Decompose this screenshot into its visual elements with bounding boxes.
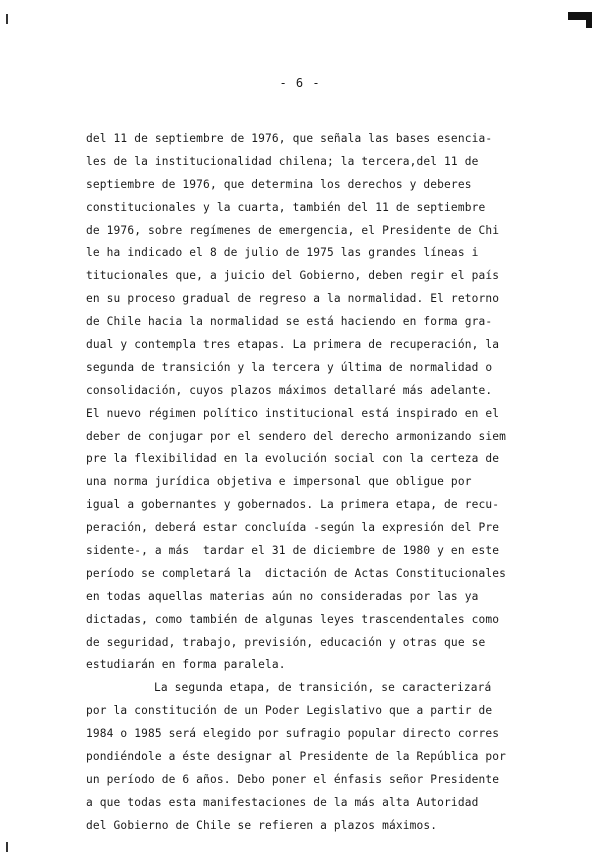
text-line: peración, deberá estar concluída -según la expresión del Pre bbox=[86, 521, 500, 535]
text-line: titucionales que, a juicio del Gobierno, deben regir el país bbox=[86, 269, 500, 283]
text-line: de Chile hacia la normalidad se está haciendo en forma gra- bbox=[86, 315, 493, 329]
text-line: La segunda etapa, de transición, se caracterizará bbox=[154, 681, 492, 695]
text-line: de 1976, sobre regímenes de emergencia, el Presidente de Chi bbox=[86, 223, 500, 237]
text-line: igual a gobernantes y gobernados. La primera etapa, de recu- bbox=[86, 498, 500, 512]
text-line: septiembre de 1976, que determina los derechos y deberes bbox=[86, 177, 472, 191]
text-line: por la constitución de un Poder Legislativo que a partir de bbox=[86, 704, 493, 718]
text-line: en su proceso gradual de regreso a la normalidad. El retorno bbox=[86, 292, 500, 306]
text-line: segunda de transición y la tercera y última de normalidad o bbox=[86, 360, 493, 374]
page-number: - 6 - bbox=[279, 76, 321, 90]
text-line: deber de conjugar por el sendero del derecho armonizando siem bbox=[86, 429, 507, 443]
margin-tick-bottom bbox=[6, 842, 8, 852]
text-line: pre la flexibilidad en la evolución social con la certeza de bbox=[86, 452, 500, 466]
text-line: del 11 de septiembre de 1976, que señala las bases esencia- bbox=[86, 132, 493, 145]
body-text bbox=[86, 128, 536, 838]
text-line: El nuevo régimen político institucional está inspirado en el bbox=[86, 406, 500, 420]
text-line: 1984 o 1985 será elegido por sufragio popular directo corres bbox=[86, 727, 500, 741]
text-line: dual y contempla tres etapas. La primera de recuperación, la bbox=[86, 338, 500, 352]
text-line: sidente-, a más tardar el 31 de diciembre de 1980 y en este bbox=[86, 544, 500, 558]
text-line: le ha indicado el 8 de julio de 1975 las grandes líneas i bbox=[86, 246, 479, 260]
text-line: una norma jurídica objetiva e impersonal que obligue por bbox=[86, 475, 472, 489]
text-line: un período de 6 años. Debo poner el énfasis señor Presidente bbox=[86, 772, 500, 786]
margin-tick-top bbox=[6, 14, 8, 24]
text-line: período se completará la dictación de Actas Constitucionales bbox=[86, 566, 507, 580]
text-line: consolidación, cuyos plazos máximos detallaré más adelante. bbox=[86, 383, 493, 397]
text-line: a que todas esta manifestaciones de la más alta Autoridad bbox=[86, 795, 479, 809]
text-line: dictadas, como también de algunas leyes trascendentales como bbox=[86, 612, 500, 626]
text-line: constitucionales y la cuarta, también del 11 de septiembre bbox=[86, 200, 486, 214]
text-line: de seguridad, trabajo, previsión, educación y otras que se bbox=[86, 635, 486, 649]
corner-mark bbox=[568, 12, 592, 20]
text-line: les de la institucionalidad chilena; la tercera,del 11 de bbox=[86, 154, 479, 168]
text-line: en todas aquellas materias aún no consideradas por las ya bbox=[86, 589, 479, 603]
text-line: del Gobierno de Chile se refieren a plazos máximos. bbox=[86, 818, 438, 832]
text-line: pondiéndole a éste designar al Presidente de la República por bbox=[86, 750, 507, 764]
text-line: estudiarán en forma paralela. bbox=[86, 658, 286, 672]
